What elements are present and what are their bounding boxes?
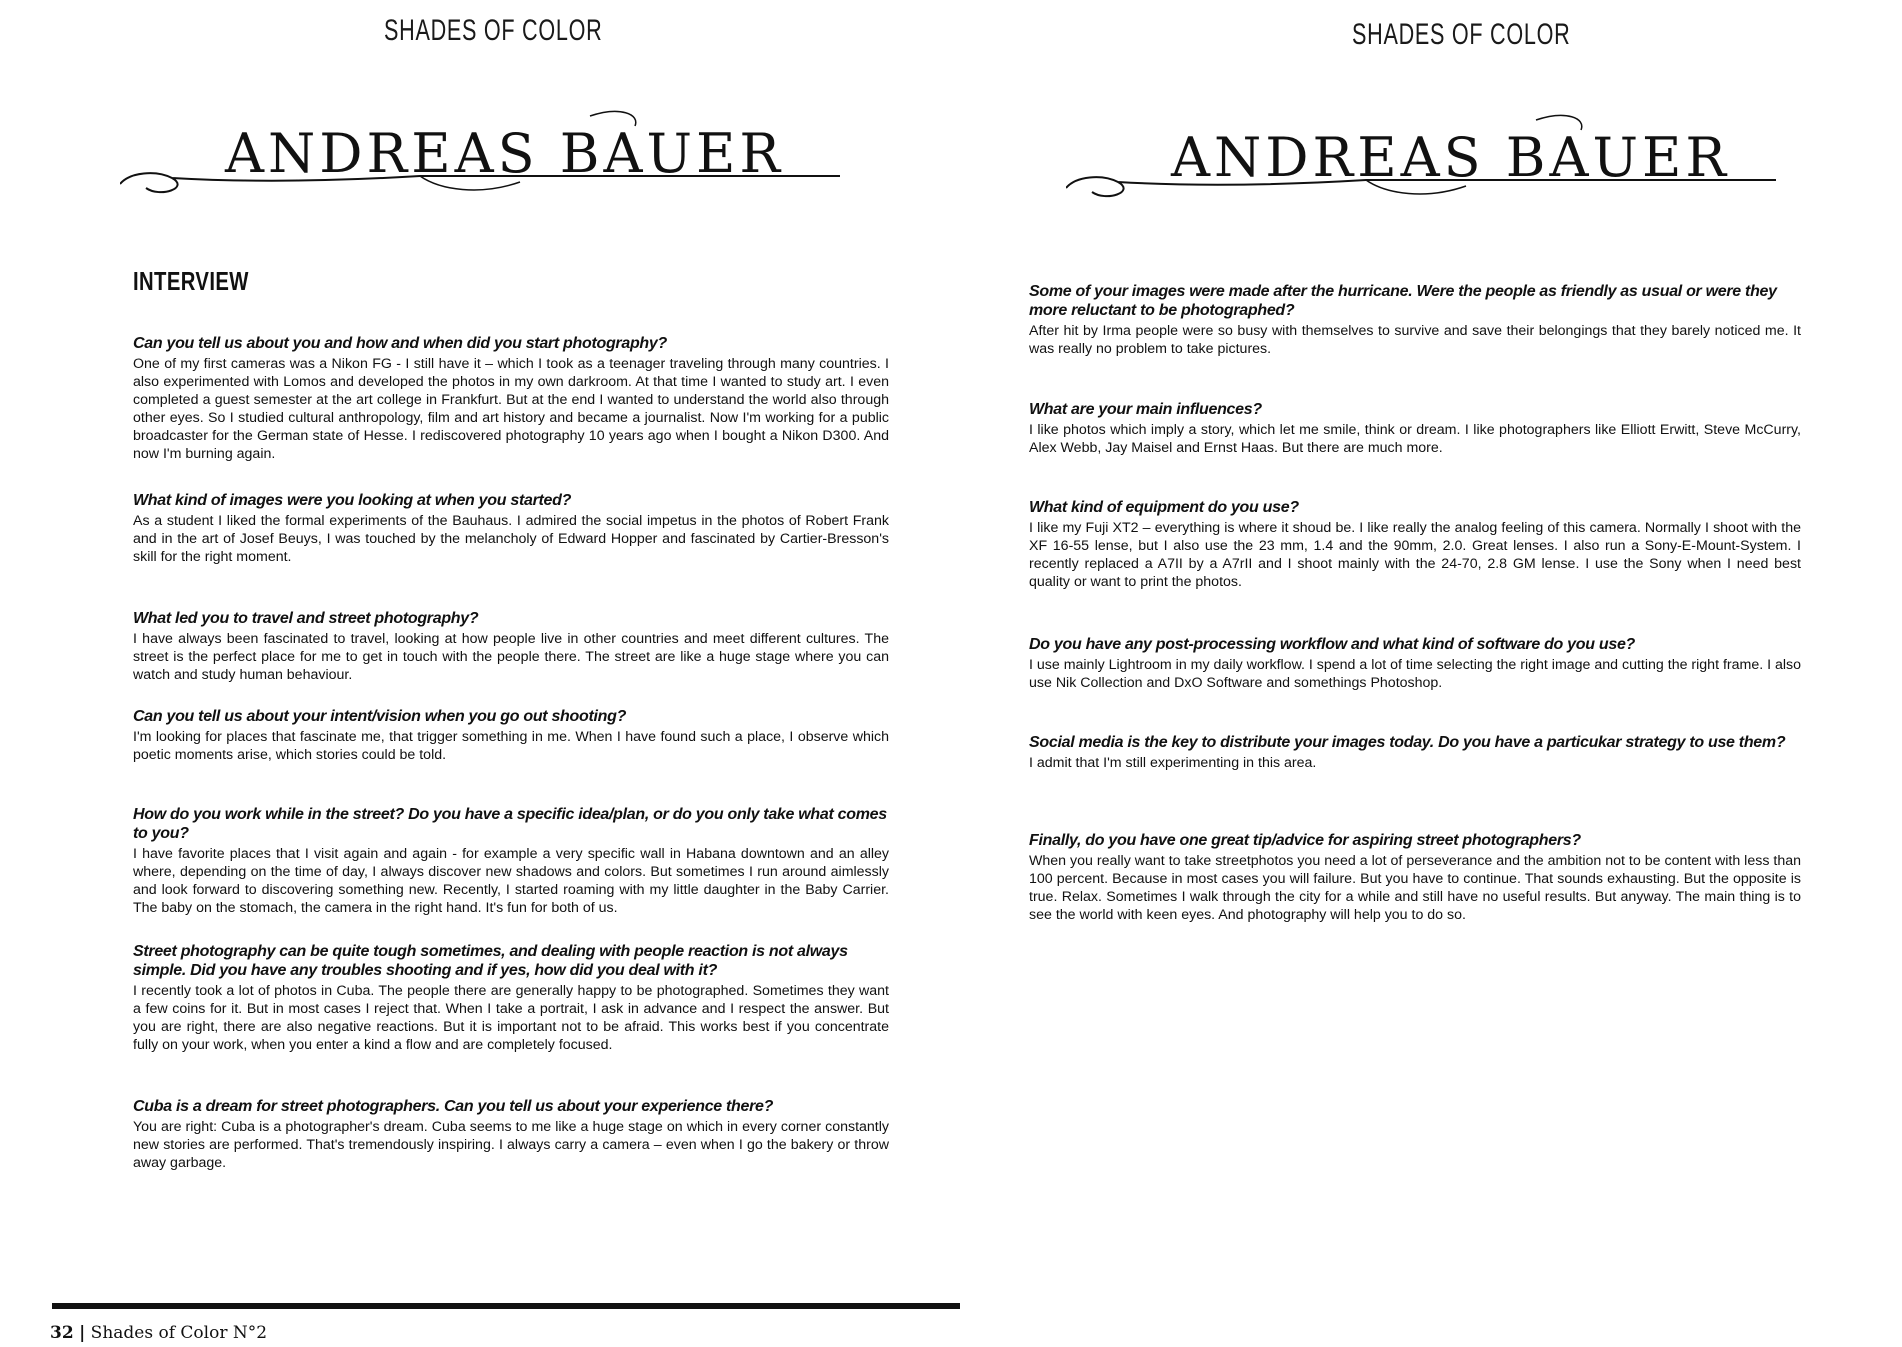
answer: After hit by Irma people were so busy with themselves to survive and save their belongings that they barely noticed me. It was really no problem to take pictures. [1029, 323, 1801, 357]
answer: As a student I liked the formal experiments of the Bauhaus. I admired the social impetus in the photos of Robert Frank and in the art of Josef Beuys, I was touched by the melancholy of Edward Hopper and fascinated by Cartier-Bresson's skill for the right moment. [133, 513, 889, 565]
author-first-name: ANDREAS [225, 122, 539, 185]
question: Cuba is a dream for street photographers. Can you tell us about your experience there? [133, 1098, 774, 1115]
qa-block [1029, 400, 1801, 457]
qa-block [1029, 733, 1801, 772]
section-title: INTERVIEW [133, 266, 249, 296]
answer: One of my first cameras was a Nikon FG - I still have it – which I took as a teenager traveling through many countries. I also experimented with Lomos and developed the photos in my own darkroom. At that time I wanted to study art. I even completed a guest semester at the art college in Frankfurt. But at the end I wanted to understand the world also through other eyes. So I studied cultural anthropology, film and art history and became a journalist. Now I'm working for a public broadcaster for the German state of Hesse. I rediscovered photography 10 years ago when I bought a Nikon D300. And now I'm burning again. [133, 356, 889, 462]
author-title [120, 108, 840, 208]
qa-block [133, 707, 889, 764]
author-title [1066, 112, 1786, 212]
page-folio [50, 1323, 267, 1343]
question: Social media is the key to distribute your images today. Do you have a particukar strategy to use them? [1029, 734, 1786, 751]
question: Can you tell us about your intent/vision when you go out shooting? [133, 708, 627, 725]
answer: I have always been fascinated to travel, looking at how people live in other countries and meet different cultures. The street is the perfect place for me to get in touch with the people there. The street are like a huge stage where you can watch and study human behaviour. [133, 631, 889, 683]
question: Street photography can be quite tough sometimes, and dealing with people reaction is not always simple. Did you have any troubles shooting and if yes, how did you deal with it? [133, 943, 848, 979]
answer: You are right: Cuba is a photographer's dream. Cuba seems to me like a huge stage on which in every corner constantly new stories are performed. That's tremendously inspiring. I always carry a camera – even when I go the bakery or throw away garbage. [133, 1119, 889, 1171]
right-page [951, 0, 1902, 1347]
qa-block [1029, 831, 1801, 924]
answer: I use mainly Lightroom in my daily workflow. I spend a lot of time selecting the right image and cutting the right frame. I also use Nik Collection and DxO Software and somethings Photoshop. [1029, 657, 1802, 691]
magazine-header: SHADES OF COLOR [384, 14, 603, 47]
answer: I like photos which imply a story, which let me smile, think or dream. I like photographers like Elliott Erwitt, Steve McCurry, Alex Webb, Jay Maisel and Ernst Haas. But there are much more. [1029, 422, 1801, 456]
question: Can you tell us about you and how and when did you start photography? [133, 335, 667, 352]
question: Some of your images were made after the hurricane. Were the people as friendly as usual or were they more reluctant to be photographed? [1029, 283, 1777, 319]
qa-block [1029, 498, 1801, 591]
qa-block [1029, 635, 1801, 692]
issue-name: Shades of Color N°2 [90, 1323, 268, 1343]
question: What are your main influences? [1029, 401, 1262, 418]
folio-separator: | [79, 1323, 86, 1343]
footer-rule [52, 1303, 960, 1309]
author-last-name: BAUER [559, 122, 785, 185]
question: Do you have any post-processing workflow and what kind of software do you use? [1029, 636, 1636, 653]
answer: I'm looking for places that fascinate me, that trigger something in me. When I have found such a place, I observe which poetic moments arise, which stories could be told. [133, 729, 889, 763]
author-name [1171, 126, 1730, 189]
question: Finally, do you have one great tip/advice for aspiring street photographers? [1029, 832, 1581, 849]
answer: I recently took a lot of photos in Cuba. The people there are generally happy to be photographed. Sometimes they want a few coins for it. But in most cases I reject that. When I take a portrait, I ask in advance and I respect the answer. But you are right, there are also negative reactions. But it is important not to be afraid. This works best if you concentrate fully on your work, when you enter a kind a flow and are completely focused. [133, 983, 889, 1053]
qa-block [1029, 282, 1801, 358]
magazine-header: SHADES OF COLOR [1352, 18, 1571, 51]
question: What led you to travel and street photography? [133, 610, 479, 627]
qa-block [133, 942, 889, 1054]
qa-block [133, 1097, 889, 1172]
qa-block [133, 491, 889, 566]
answer: I admit that I'm still experimenting in this area. [1029, 755, 1317, 771]
answer: I like my Fuji XT2 – everything is where it shoud be. I like really the analog feeling of this camera. Normally I shoot with the XF 16-55 lense, but I also use the 23 mm, 1.4 and the 90mm, 2.0. Great lenses. I also run a Sony-E-Mount-System. I recently replaced a A7II by a A7rII and I shoot mainly with the 24-70, 2.8 GM lense. I use the Sony when I need best quality or want to print the photos. [1029, 520, 1801, 590]
answer: I have favorite places that I visit again and again - for example a very specific wall in Habana downtown and an alley where, depending on the time of day, I always discover new shadows and colors. But sometimes I run around aimlessly and look forward to discovering something new. Recently, I started roaming with my little daughter in the Baby Carrier. The baby on the stomach, the camera in the right hand. It's fun for both of us. [133, 846, 889, 916]
question: What kind of equipment do you use? [1029, 499, 1299, 516]
question: How do you work while in the street? Do you have a specific idea/plan, or do you only take what comes to you? [133, 806, 887, 842]
author-name [225, 122, 784, 185]
qa-block [133, 609, 889, 684]
page-number: 32 [50, 1323, 74, 1343]
qa-block [133, 334, 889, 463]
author-last-name: BAUER [1505, 126, 1731, 189]
author-first-name: ANDREAS [1171, 126, 1485, 189]
answer: When you really want to take streetphotos you need a lot of perseverance and the ambition not to be content with less than 100 percent. Because in most cases you will failure. But you have to continue. That sounds exhausting. But the opposite is true. Relax. Sometimes I walk through the city for a while and still have no useful results. But anyway. The main thing is to see the world with keen eyes. And photography will help you to do so. [1029, 853, 1801, 923]
question: What kind of images were you looking at when you started? [133, 492, 572, 509]
qa-block [133, 805, 889, 917]
